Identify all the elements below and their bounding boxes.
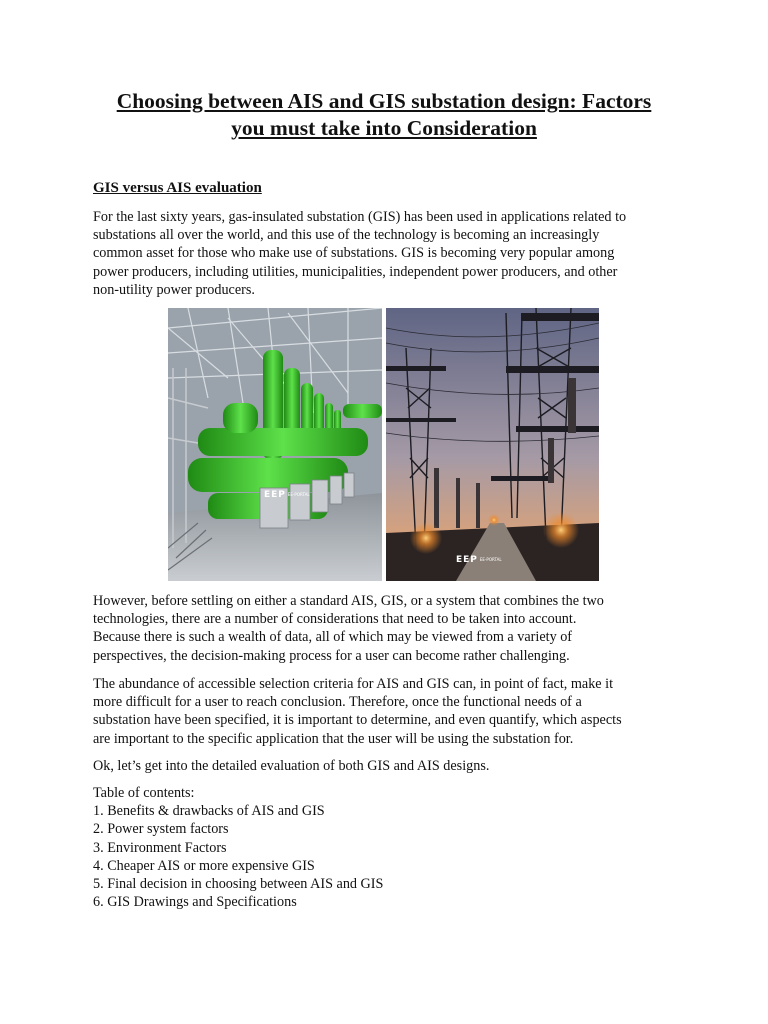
intro-line-1: For the last sixty years, gas-insulated substation (GIS) has been used in applications related to xyxy=(93,209,627,225)
table-of-contents xyxy=(93,784,693,911)
gis-photo-watermark: EEP EE-PORTAL xyxy=(264,490,310,500)
toc-item[interactable]: 5. Final decision in choosing between AIS and GIS xyxy=(93,876,384,893)
toc-item[interactable]: 4. Cheaper AIS or more expensive GIS xyxy=(93,857,315,874)
intro-line-2: substations all over the world, and this use of the technology is becoming an increasingly xyxy=(93,227,600,244)
p3-line-1: The abundance of accessible selection criteria for AIS and GIS can, in point of fact, make it xyxy=(93,676,614,692)
ais-watermark-text: EEP xyxy=(456,555,478,565)
document-title xyxy=(60,88,708,142)
toc-item[interactable]: 6. GIS Drawings and Specifications xyxy=(93,894,297,911)
title-line-1: Choosing between AIS and GIS substation design: Factors xyxy=(116,89,652,113)
toc-heading: Table of contents: xyxy=(93,785,195,801)
toc-item[interactable]: 3. Environment Factors xyxy=(93,839,227,856)
p3-line-3: substation have been specified, it is important to determine, and even quantify, which aspects xyxy=(93,712,622,729)
section-heading: GIS versus AIS evaluation xyxy=(93,180,262,196)
paragraph-considerations xyxy=(93,592,693,665)
paragraph-selection-criteria xyxy=(93,675,693,748)
gis-hall-photo xyxy=(168,308,382,581)
intro-paragraph xyxy=(93,208,693,299)
p2-line-2: technologies, there are a number of considerations that need to be taken into account. xyxy=(93,611,577,628)
ais-photo-watermark: EEP EE-PORTAL xyxy=(456,555,502,565)
intro-line-3: common asset for those who make use of substations. GIS is becoming very popular among xyxy=(93,245,615,262)
p2-line-3: Because there is such a wealth of data, all of which may be viewed from a variety of xyxy=(93,629,573,646)
gis-watermark-text: EEP xyxy=(264,490,286,500)
toc-item[interactable]: 1. Benefits & drawbacks of AIS and GIS xyxy=(93,803,325,820)
p2-line-4: perspectives, the decision-making process for a user can become rather challenging. xyxy=(93,647,570,664)
p3-line-4: are important to the specific application that the user will be using the substation for. xyxy=(93,730,574,747)
p2-line-1: However, before settling on either a standard AIS, GIS, or a system that combines the two xyxy=(93,593,604,609)
paragraph-transition xyxy=(93,757,693,775)
title-line-2: you must take into Consideration xyxy=(231,116,537,140)
intro-line-5: non-utility power producers. xyxy=(93,281,255,298)
p4-line-1: Ok, let’s get into the detailed evaluation of both GIS and AIS designs. xyxy=(93,758,490,774)
p3-line-2: more difficult for a user to reach conclusion. Therefore, once the functional needs of a xyxy=(93,694,582,711)
intro-line-4: power producers, including utilities, municipalities, independent power producers, and other xyxy=(93,263,618,280)
toc-item[interactable]: 2. Power system factors xyxy=(93,821,229,838)
ais-substation-photo xyxy=(386,308,599,581)
